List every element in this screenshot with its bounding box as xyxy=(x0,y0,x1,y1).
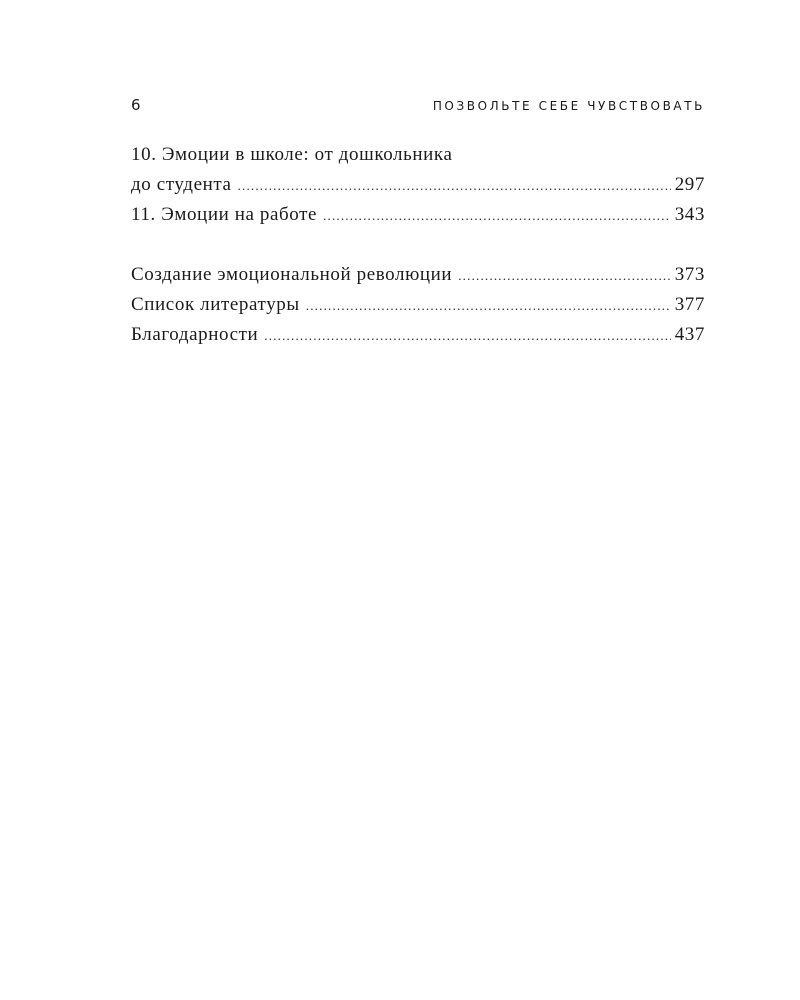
dot-leader xyxy=(238,171,671,201)
toc-entry-chapter-10-line1 xyxy=(131,140,705,170)
toc-entry-title: 10. Эмоции в школе: от дошкольника xyxy=(131,144,453,165)
toc-entry-title: Благодарности xyxy=(131,324,259,345)
toc-entry-page: 297 xyxy=(674,174,705,195)
book-title: ПОЗВОЛЬТЕ СЕБЕ ЧУВСТВОВАТЬ xyxy=(432,99,705,113)
dot-leader xyxy=(458,261,670,291)
dot-leader xyxy=(323,201,671,231)
toc-entry-page: 377 xyxy=(674,294,705,315)
toc-entry-page: 373 xyxy=(674,264,705,285)
toc-entry-chapter-11 xyxy=(131,200,705,230)
toc-entry-acknowledgements xyxy=(131,320,705,350)
dot-leader xyxy=(306,291,671,321)
toc-entry-bibliography xyxy=(131,290,705,320)
dot-leader xyxy=(264,321,670,351)
table-of-contents xyxy=(131,140,705,350)
toc-chapters xyxy=(131,140,705,230)
toc-entry-title: до студента xyxy=(131,174,232,195)
toc-entry-chapter-10-line2 xyxy=(131,170,705,200)
toc-entry-title: Создание эмоциональной революции xyxy=(131,264,453,285)
toc-entry-title: 11. Эмоции на работе xyxy=(131,204,318,225)
page-number: 6 xyxy=(131,96,142,114)
toc-entry-title: Список литературы xyxy=(131,294,300,315)
running-head xyxy=(131,95,705,117)
toc-entry-page: 437 xyxy=(674,324,705,345)
toc-entry-emotional-revolution xyxy=(131,260,705,290)
toc-entry-page: 343 xyxy=(674,204,705,225)
toc-back-matter xyxy=(131,260,705,350)
